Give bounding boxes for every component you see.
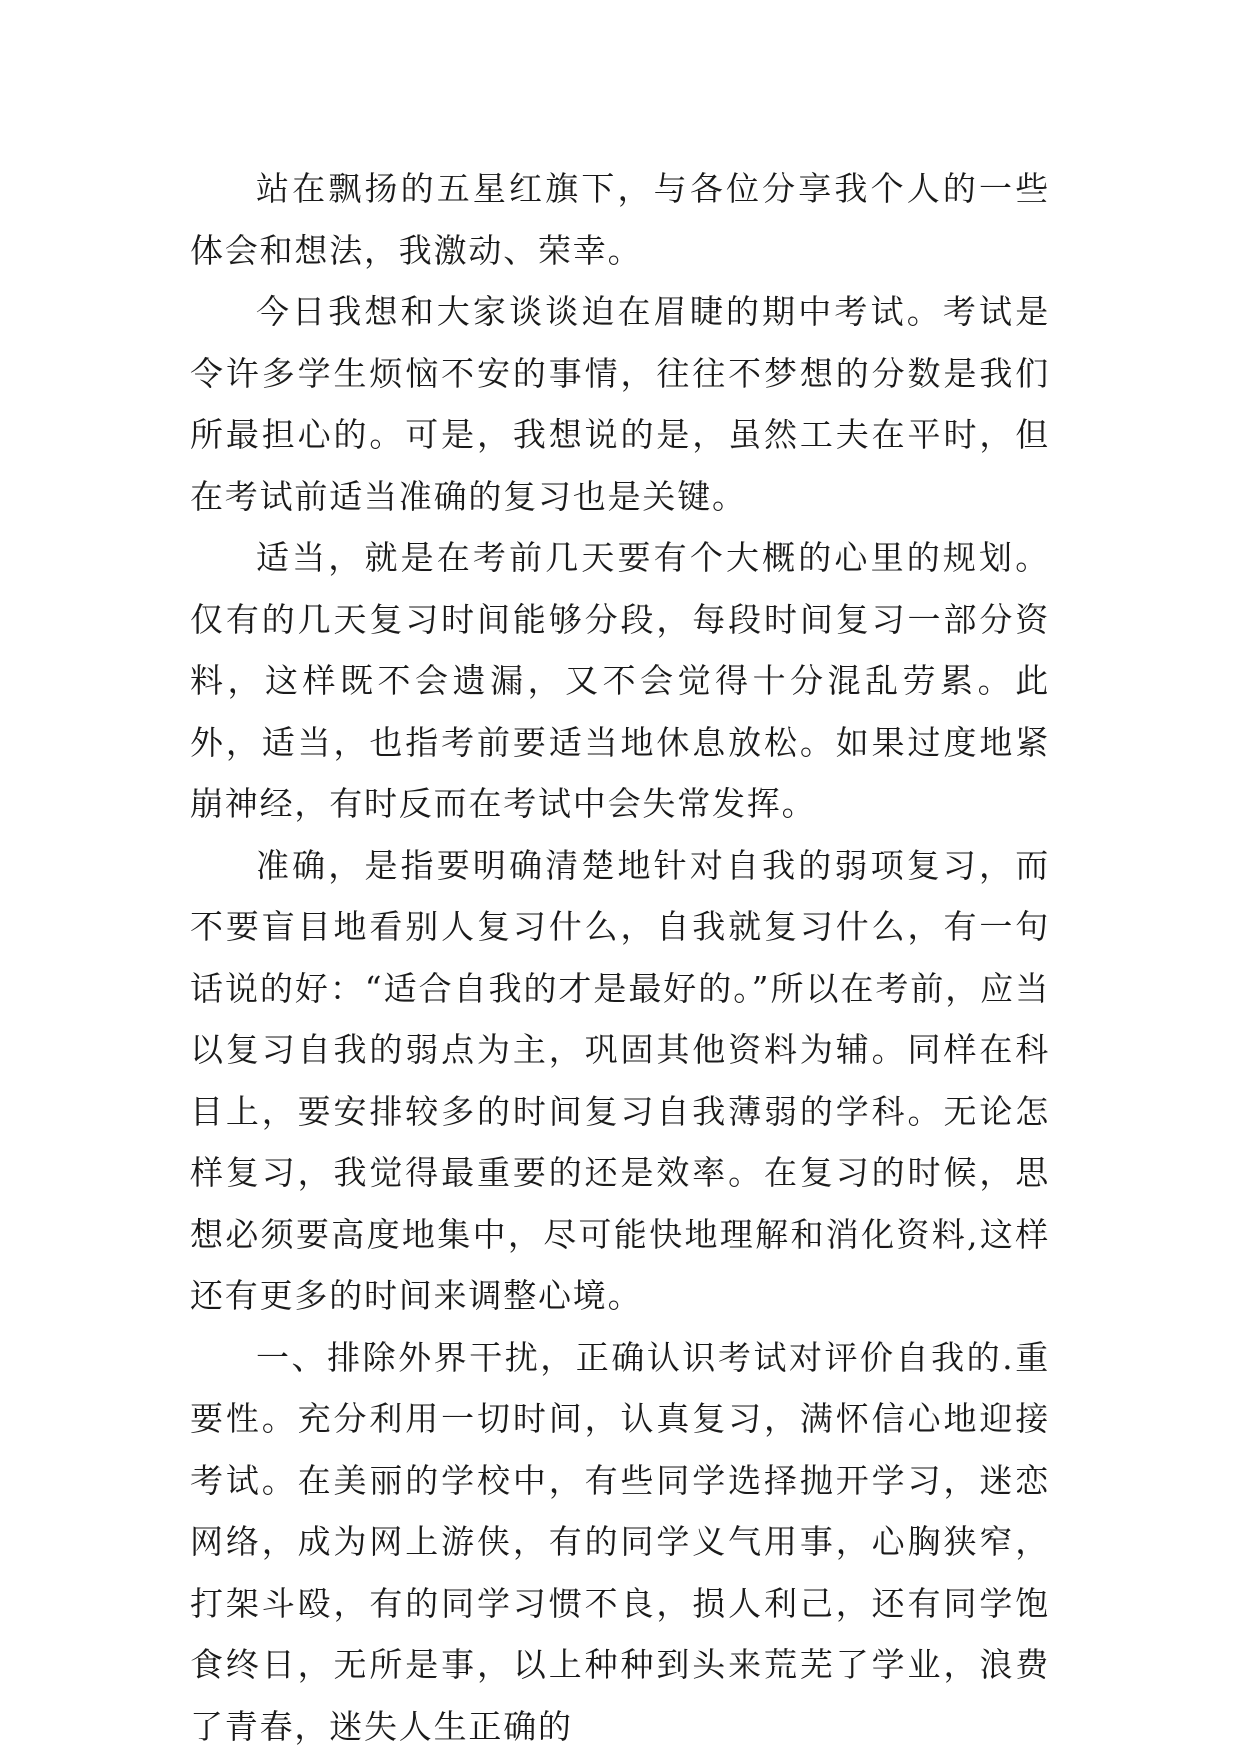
paragraph-4: 准确，是指要明确清楚地针对自我的弱项复习，而不要盲目地看别人复习什么，自我就复习什么，有一句话说的好：“适合自我的才是最好的。”所以在考前，应当以复习自我的弱点为主，巩固其他资料为辅。同样在科目上，要安排较多的时间复习自我薄弱的学科。无论怎样复习，我觉得最重要的还是效率。在复习的时候，思想必须要高度地集中，尽可能快地理解和消化资料,这样还有更多的时间来调整心境。 <box>190 835 1050 1327</box>
paragraph-1: 站在飘扬的五星红旗下，与各位分享我个人的一些体会和想法，我激动、荣幸。 <box>190 158 1050 281</box>
paragraph-3: 适当，就是在考前几天要有个大概的心里的规划。仅有的几天复习时间能够分段，每段时间复习一部分资料，这样既不会遗漏，又不会觉得十分混乱劳累。此外，适当，也指考前要适当地休息放松。如果过度地紧崩神经，有时反而在考试中会失常发挥。 <box>190 527 1050 835</box>
document-body <box>190 158 1050 1757</box>
paragraph-5: 一、排除外界干扰，正确认识考试对评价自我的.重要性。充分利用一切时间，认真复习，满怀信心地迎接考试。在美丽的学校中，有些同学选择抛开学习，迷恋网络，成为网上游侠，有的同学义气用事，心胸狭窄，打架斗殴，有的同学习惯不良，损人利己，还有同学饱食终日，无所是事，以上种种到头来荒芜了学业，浪费了青春，迷失人生正确的 <box>190 1327 1050 1757</box>
paragraph-2: 今日我想和大家谈谈迫在眉睫的期中考试。考试是令许多学生烦恼不安的事情，往往不梦想的分数是我们所最担心的。可是，我想说的是，虽然工夫在平时，但在考试前适当准确的复习也是关键。 <box>190 281 1050 527</box>
